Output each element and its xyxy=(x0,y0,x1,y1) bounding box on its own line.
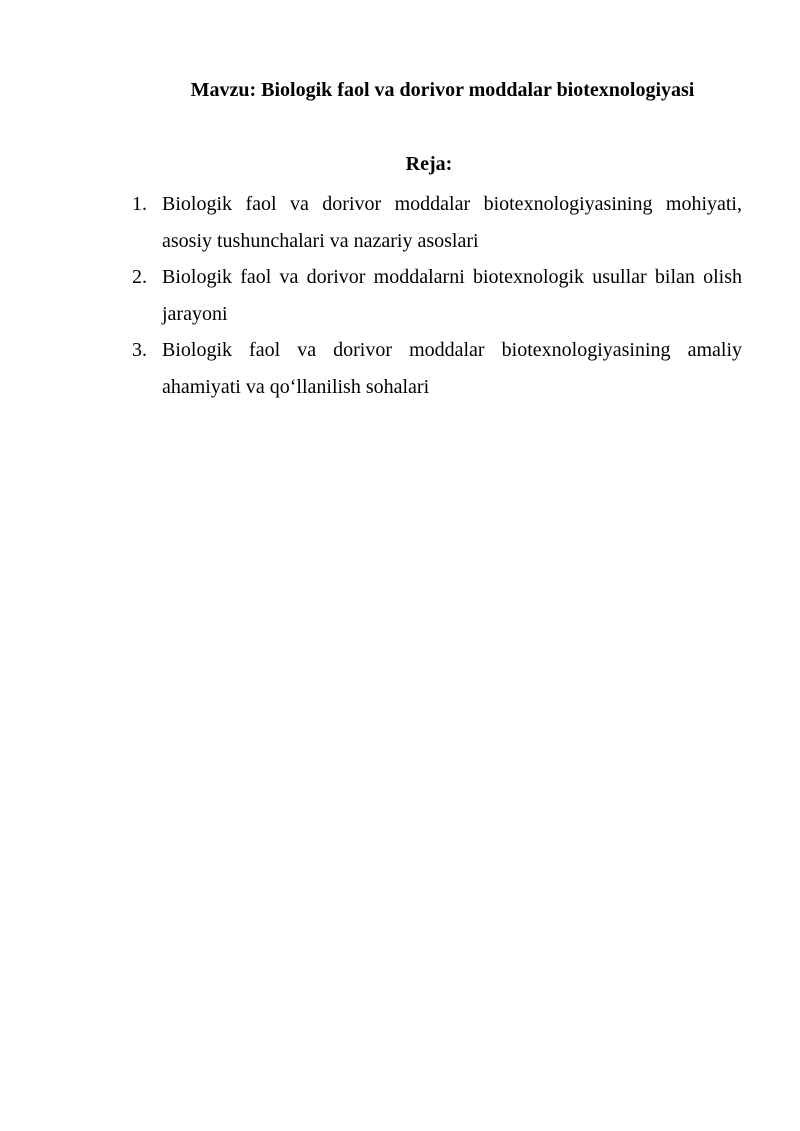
plan-item-1 xyxy=(132,186,742,259)
plan-item-text: Biologik faol va dorivor moddalar biotexnologiyasining amaliy ahamiyati va qo‘llanilish sohalari xyxy=(162,339,742,398)
plan-item-number: 3. xyxy=(132,339,147,361)
plan-item-text: Biologik faol va dorivor moddalarni biotexnologik usullar bilan olish jarayoni xyxy=(162,266,742,325)
plan-heading: Reja: xyxy=(405,153,453,175)
plan-item-3 xyxy=(132,332,742,405)
plan-item-2 xyxy=(132,259,742,332)
plan-item-number: 1. xyxy=(132,193,147,215)
document-title: Mavzu: Biologik faol va dorivor moddalar biotexnologiyasi xyxy=(190,79,695,101)
plan-item-text: Biologik faol va dorivor moddalar biotexnologiyasining mohiyati, asosiy tushunchalari va nazariy asoslari xyxy=(162,193,742,252)
plan-item-number: 2. xyxy=(132,266,147,288)
plan-list xyxy=(132,186,742,405)
